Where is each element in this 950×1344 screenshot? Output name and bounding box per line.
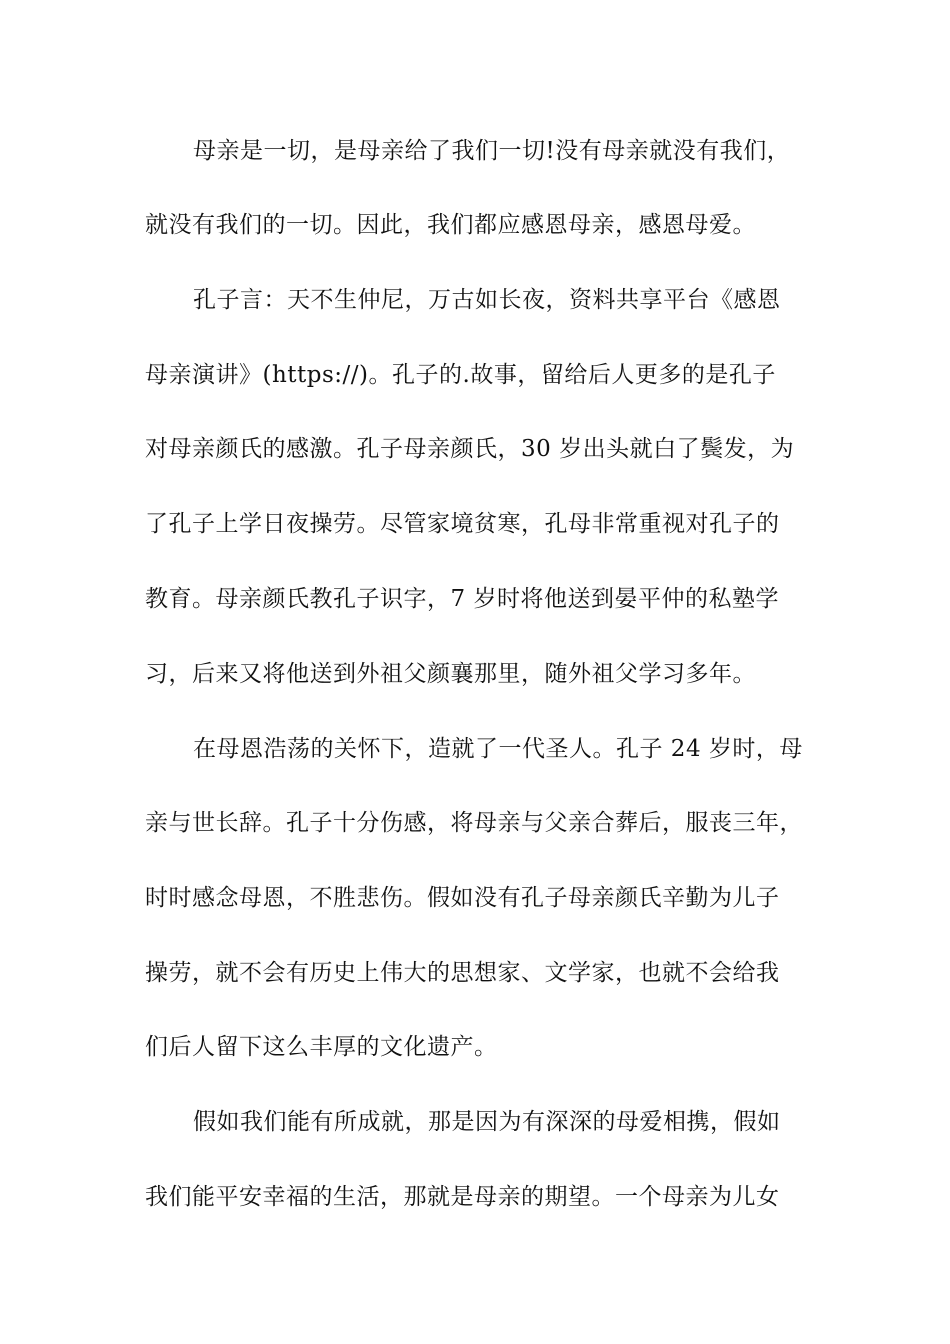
paragraph-3-line-5: 们后人留下这么丰厚的文化遗产。 (145, 1034, 498, 1060)
paragraph-4-line-1: 假如我们能有所成就，那是因为有深深的母爱相携，假如 (193, 1109, 781, 1135)
paragraph-2-line-6: 习，后来又将他送到外祖父颜襄那里，随外祖父学习多年。 (145, 661, 756, 687)
paragraph-2-line-1: 孔子言：天不生仲尼，万古如长夜，资料共享平台《感恩 (193, 287, 781, 313)
paragraph-3-line-4: 操劳，就不会有历史上伟大的思想家、文学家，也就不会给我 (145, 960, 780, 986)
paragraph-3-line-2: 亲与世长辞。孔子十分伤感，将母亲与父亲合葬后，服丧三年， (145, 810, 803, 836)
paragraph-1-line-2: 就没有我们的一切。因此，我们都应感恩母亲，感恩母爱。 (145, 212, 756, 238)
paragraph-2-line-5: 教育。母亲颜氏教孔子识字，7 岁时将他送到晏平仲的私塾学 (145, 586, 779, 612)
paragraph-2-line-2: 母亲演讲》(https://)。孔子的.故事，留给后人更多的是孔子 (145, 362, 776, 388)
paragraph-3-line-1: 在母恩浩荡的关怀下，造就了一代圣人。孔子 24 岁时，母 (193, 736, 803, 762)
paragraph-4-line-2: 我们能平安幸福的生活，那就是母亲的期望。一个母亲为儿女 (145, 1184, 780, 1210)
paragraph-2-line-3: 对母亲颜氏的感激。孔子母亲颜氏，30 岁出头就白了鬓发，为 (145, 436, 795, 462)
paragraph-3-line-3: 时时感念母恩，不胜悲伤。假如没有孔子母亲颜氏辛勤为儿子 (145, 885, 780, 911)
paragraph-1-line-1: 母亲是一切，是母亲给了我们一切!没有母亲就没有我们， (193, 138, 791, 164)
paragraph-2-line-4: 了孔子上学日夜操劳。尽管家境贫寒，孔母非常重视对孔子的 (145, 511, 780, 537)
